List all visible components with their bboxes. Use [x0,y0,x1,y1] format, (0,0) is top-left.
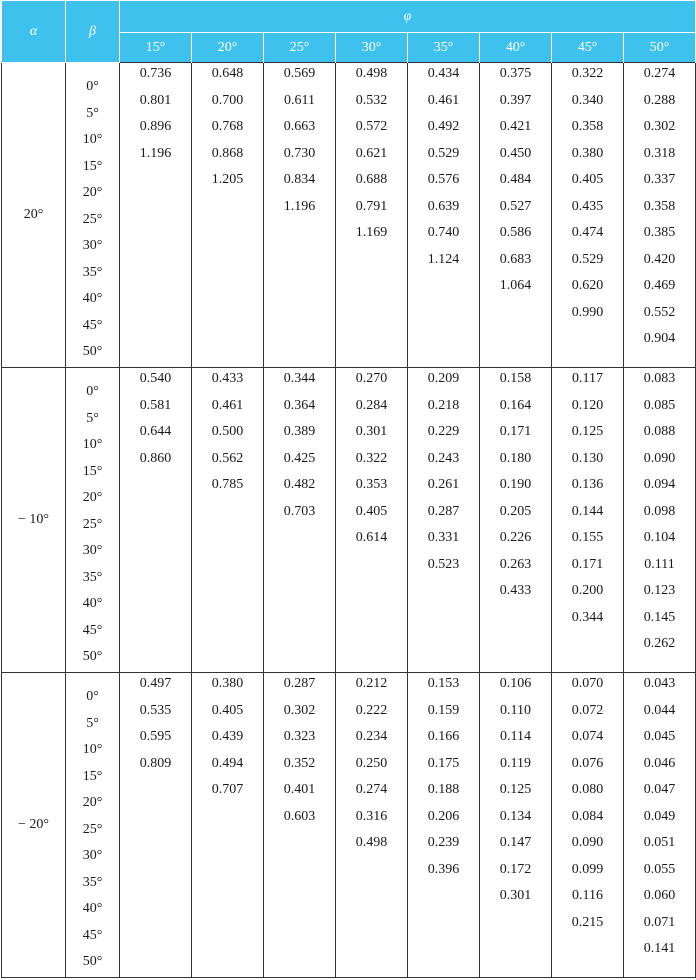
value-column [192,673,264,978]
coefficient-value: 0.098 [643,503,676,519]
value-column [336,673,408,978]
beta-header: β [66,1,120,63]
coefficient-value: 0.171 [499,424,532,439]
coefficient-value: 0.614 [355,530,388,545]
table-body [2,63,696,978]
coefficient-value: 0.055 [643,861,676,877]
value-column [120,63,192,368]
beta-value: 30° [82,238,103,253]
coefficient-value: 0.425 [283,450,316,466]
coefficient-value: 0.707 [211,782,244,797]
coefficient-value: 0.153 [427,676,460,691]
beta-value: 35° [82,874,103,890]
coefficient-value: 0.497 [139,676,172,691]
coefficient-value: 0.171 [571,556,604,572]
coefficient-value: 0.405 [355,503,388,519]
coefficient-value: 0.421 [499,119,532,134]
value-column [192,368,264,673]
coefficient-value: 0.051 [643,835,676,850]
coefficient-value: 0.090 [571,835,604,850]
value-list [480,673,551,912]
value-list [120,673,191,779]
coefficient-value: 0.688 [355,172,388,187]
coefficient-value: 0.316 [355,808,388,824]
coefficient-table [1,1,696,978]
beta-value: 5° [86,715,99,731]
coefficient-value: 0.791 [355,198,388,214]
value-list [624,63,695,355]
coefficient-value: 0.420 [643,251,676,267]
coefficient-value: 0.270 [355,371,388,386]
coefficient-value: 0.380 [211,676,244,691]
coefficient-value: 0.287 [427,503,460,519]
coefficient-value: 0.119 [500,755,531,771]
value-list [264,63,335,222]
phi-angle-header: 35° [408,33,480,63]
value-column [120,368,192,673]
beta-value: 25° [82,821,103,837]
coefficient-value: 0.274 [355,782,388,797]
coefficient-value: 0.801 [139,92,172,108]
beta-value: 0° [86,384,99,399]
coefficient-value: 1.196 [283,198,316,214]
coefficient-value: 0.046 [643,755,676,771]
coefficient-value: 0.375 [499,66,532,81]
beta-column [66,368,120,673]
coefficient-value: 0.405 [571,172,604,187]
beta-value: 20° [82,795,103,810]
coefficient-value: 0.405 [211,702,244,718]
alpha-value: − 10° [2,368,66,673]
coefficient-value: 0.084 [571,808,604,824]
value-list [624,368,695,660]
coefficient-value: 0.188 [427,782,460,797]
beta-value: 20° [82,185,103,200]
phi-angle-header: 20° [192,33,264,63]
value-list [192,368,263,501]
coefficient-value: 0.358 [643,198,676,214]
value-list [408,368,479,580]
value-list [408,63,479,275]
coefficient-value: 0.175 [427,755,460,771]
coefficient-value: 0.389 [283,424,316,439]
coefficient-value: 0.990 [571,304,604,320]
coefficient-value: 0.212 [355,676,388,691]
coefficient-value: 0.562 [211,450,244,466]
coefficient-value: 0.209 [427,371,460,386]
coefficient-value: 0.433 [211,371,244,386]
beta-value: 50° [82,344,103,359]
coefficient-value: 0.529 [571,251,604,267]
coefficient-value: 0.072 [571,702,604,718]
coefficient-value: 0.396 [427,861,460,877]
coefficient-value: 0.498 [355,835,388,850]
coefficient-value: 0.904 [643,331,676,346]
coefficient-value: 0.703 [283,503,316,519]
value-list [192,63,263,196]
coefficient-value: 0.439 [211,729,244,744]
coefficient-value: 0.218 [427,397,460,413]
coefficient-value: 0.094 [643,477,676,492]
value-list [552,63,623,328]
coefficient-value: 0.070 [571,676,604,691]
coefficient-value: 0.474 [571,225,604,240]
coefficient-value: 0.322 [355,450,388,466]
value-list [480,63,551,302]
value-list [480,368,551,607]
coefficient-value: 0.552 [643,304,676,320]
beta-value: 15° [82,768,103,784]
beta-list [66,368,119,669]
coefficient-value: 0.344 [571,609,604,625]
value-column [120,673,192,978]
phi-angle-header: 25° [264,33,336,63]
coefficient-value: 0.364 [283,397,316,413]
coefficient-value: 0.611 [284,92,315,108]
value-list [192,673,263,806]
coefficient-value: 0.621 [355,145,388,161]
value-column [264,63,336,368]
coefficient-value: 0.434 [427,66,460,81]
coefficient-value: 0.288 [643,92,676,108]
coefficient-value: 0.243 [427,450,460,466]
coefficient-value: 0.158 [499,371,532,386]
coefficient-value: 0.896 [139,119,172,134]
coefficient-value: 0.229 [427,424,460,439]
coefficient-value: 0.261 [427,477,460,492]
phi-angle-header: 45° [552,33,624,63]
alpha-value: 20° [2,63,66,368]
beta-value: 10° [82,132,103,147]
coefficient-value: 0.159 [427,702,460,718]
beta-value: 10° [82,437,103,452]
coefficient-value: 0.141 [643,941,676,956]
value-column [552,63,624,368]
beta-value: 0° [86,79,99,94]
beta-value: 45° [82,317,103,333]
value-column [624,368,696,673]
coefficient-value: 0.344 [283,371,316,386]
coefficient-value: 0.060 [643,888,676,903]
coefficient-value: 0.331 [427,530,460,545]
coefficient-value: 0.785 [211,477,244,492]
coefficient-value: 0.700 [211,92,244,108]
coefficient-value: 0.074 [571,729,604,744]
beta-value: 20° [82,490,103,505]
beta-value: 10° [82,742,103,757]
coefficient-value: 0.155 [571,530,604,545]
coefficient-value: 0.340 [571,92,604,108]
beta-value: 45° [82,927,103,943]
coefficient-value: 0.323 [283,729,316,744]
coefficient-value: 0.301 [499,888,532,903]
coefficient-value: 0.114 [500,729,531,744]
coefficient-value: 0.663 [283,119,316,134]
beta-value: 30° [82,543,103,558]
coefficient-value: 0.136 [571,477,604,492]
alpha-group-row [2,673,696,978]
value-column [480,63,552,368]
coefficient-value: 0.047 [643,782,676,797]
phi-header: φ [120,1,696,33]
coefficient-value: 0.644 [139,424,172,439]
coefficient-value: 0.083 [643,371,676,386]
beta-value: 15° [82,463,103,479]
beta-value: 40° [82,291,103,306]
coefficient-value: 0.166 [427,729,460,744]
value-list [120,63,191,169]
coefficient-value: 0.572 [355,119,388,134]
coefficient-value: 0.302 [643,119,676,134]
coefficient-value: 0.120 [571,397,604,413]
coefficient-value: 0.190 [499,477,532,492]
coefficient-value: 0.569 [283,66,316,81]
coefficient-value: 0.215 [571,914,604,930]
coefficient-value: 0.736 [139,66,172,81]
coefficient-value: 0.492 [427,119,460,134]
alpha-group-row [2,63,696,368]
beta-list [66,673,119,974]
value-column [552,368,624,673]
phi-angle-header: 30° [336,33,408,63]
coefficient-value: 0.648 [211,66,244,81]
coefficient-value: 0.500 [211,424,244,439]
table-header [2,1,696,63]
coefficient-value: 0.639 [427,198,460,214]
coefficient-value: 0.322 [571,66,604,81]
coefficient-value: 0.482 [283,477,316,492]
value-list [264,673,335,832]
beta-value: 30° [82,848,103,863]
coefficient-value: 0.868 [211,145,244,161]
coefficient-value: 0.540 [139,371,172,386]
phi-angle-header: 50° [624,33,696,63]
coefficient-value: 0.104 [643,530,676,545]
coefficient-value: 0.353 [355,477,388,492]
phi-angle-header: 40° [480,33,552,63]
value-column [624,63,696,368]
coefficient-value: 0.287 [283,676,316,691]
value-column [264,673,336,978]
value-list [120,368,191,474]
beta-column [66,63,120,368]
value-list [264,368,335,527]
beta-value: 25° [82,516,103,532]
coefficient-value: 0.045 [643,729,676,744]
coefficient-value: 0.085 [643,397,676,413]
coefficient-value: 0.049 [643,808,676,824]
value-list [624,673,695,965]
coefficient-value: 0.117 [572,371,603,386]
value-column [192,63,264,368]
coefficient-value: 0.164 [499,397,532,413]
coefficient-value: 0.834 [283,172,316,187]
beta-value: 40° [82,901,103,916]
coefficient-value: 0.080 [571,782,604,797]
coefficient-value: 0.284 [355,397,388,413]
coefficient-value: 0.123 [643,583,676,598]
coefficient-value: 0.180 [499,450,532,466]
coefficient-value: 0.380 [571,145,604,161]
coefficient-value: 0.576 [427,172,460,187]
alpha-value: − 20° [2,673,66,978]
coefficient-value: 0.071 [643,914,676,930]
coefficient-value: 0.768 [211,119,244,134]
coefficient-value: 0.301 [355,424,388,439]
value-column [408,368,480,673]
coefficient-value: 0.205 [499,503,532,519]
coefficient-value: 0.263 [499,556,532,572]
coefficient-value: 0.385 [643,225,676,240]
coefficient-value: 0.352 [283,755,316,771]
coefficient-value: 0.532 [355,92,388,108]
value-list [336,368,407,554]
phi-angle-header: 15° [120,33,192,63]
coefficient-value: 0.494 [211,755,244,771]
value-column [408,63,480,368]
coefficient-value: 0.116 [572,888,603,903]
coefficient-value: 0.586 [499,225,532,240]
coefficient-value: 0.435 [571,198,604,214]
coefficient-value: 0.397 [499,92,532,108]
coefficient-value: 0.484 [499,172,532,187]
coefficient-value: 1.124 [427,251,460,267]
coefficient-value: 0.206 [427,808,460,824]
value-column [408,673,480,978]
coefficient-value: 0.044 [643,702,676,718]
coefficient-value: 0.110 [500,702,531,718]
coefficient-value: 0.469 [643,278,676,293]
coefficient-value: 0.809 [139,755,172,771]
coefficient-value: 0.535 [139,702,172,718]
coefficient-value: 0.076 [571,755,604,771]
coefficient-value: 0.461 [427,92,460,108]
beta-value: 35° [82,264,103,280]
coefficient-value: 0.200 [571,583,604,598]
coefficient-value: 1.169 [355,225,388,240]
coefficient-value: 0.106 [499,676,532,691]
value-column [336,368,408,673]
value-column [336,63,408,368]
coefficient-value: 0.043 [643,676,676,691]
coefficient-value: 0.262 [643,636,676,651]
coefficient-value: 0.234 [355,729,388,744]
coefficient-value: 0.620 [571,278,604,293]
coefficient-value: 0.111 [644,556,675,572]
value-column [264,368,336,673]
coefficient-value: 0.527 [499,198,532,214]
beta-column [66,673,120,978]
coefficient-value: 0.523 [427,556,460,572]
coefficient-value: 0.130 [571,450,604,466]
beta-value: 50° [82,649,103,664]
coefficient-value: 1.196 [139,145,172,161]
coefficient-value: 0.603 [283,808,316,824]
coefficient-value: 0.461 [211,397,244,413]
coefficient-value: 0.302 [283,702,316,718]
beta-value: 35° [82,569,103,585]
beta-list [66,63,119,364]
value-list [552,673,623,938]
beta-value: 25° [82,211,103,227]
value-column [480,673,552,978]
coefficient-value: 0.358 [571,119,604,134]
coefficient-value: 0.274 [643,66,676,81]
coefficient-value: 0.088 [643,424,676,439]
coefficient-value: 0.860 [139,450,172,466]
coefficient-value: 0.134 [499,808,532,824]
value-list [336,673,407,859]
value-list [552,368,623,633]
coefficient-value: 0.683 [499,251,532,267]
alpha-header: α [2,1,66,63]
value-column [552,673,624,978]
coefficient-value: 0.581 [139,397,172,413]
alpha-group-row [2,368,696,673]
value-column [480,368,552,673]
beta-value: 45° [82,622,103,638]
coefficient-value: 0.740 [427,225,460,240]
coefficient-value: 0.401 [283,782,316,797]
beta-value: 0° [86,689,99,704]
coefficient-value: 0.450 [499,145,532,161]
coefficient-value: 0.730 [283,145,316,161]
coefficient-value: 0.090 [643,450,676,466]
coefficient-value: 1.205 [211,172,244,187]
beta-value: 5° [86,105,99,121]
coefficient-value: 0.144 [571,503,604,519]
coefficient-value: 0.099 [571,861,604,877]
coefficient-value: 0.125 [499,782,532,797]
coefficient-value: 0.226 [499,530,532,545]
coefficient-value: 0.337 [643,172,676,187]
beta-value: 15° [82,158,103,174]
beta-value: 5° [86,410,99,426]
coefficient-value: 0.498 [355,66,388,81]
coefficient-value: 0.125 [571,424,604,439]
coefficient-value: 0.595 [139,729,172,744]
coefficient-value: 0.222 [355,702,388,718]
coefficient-value: 0.147 [499,835,532,850]
coefficient-value: 0.433 [499,583,532,598]
value-list [408,673,479,885]
coefficient-value: 0.239 [427,835,460,850]
beta-value: 40° [82,596,103,611]
coefficient-value: 0.318 [643,145,676,161]
beta-value: 50° [82,954,103,969]
value-column [624,673,696,978]
coefficient-value: 0.172 [499,861,532,877]
coefficient-value: 1.064 [499,278,532,293]
value-list [336,63,407,249]
coefficient-value: 0.529 [427,145,460,161]
coefficient-value: 0.250 [355,755,388,771]
coefficient-value: 0.145 [643,609,676,625]
